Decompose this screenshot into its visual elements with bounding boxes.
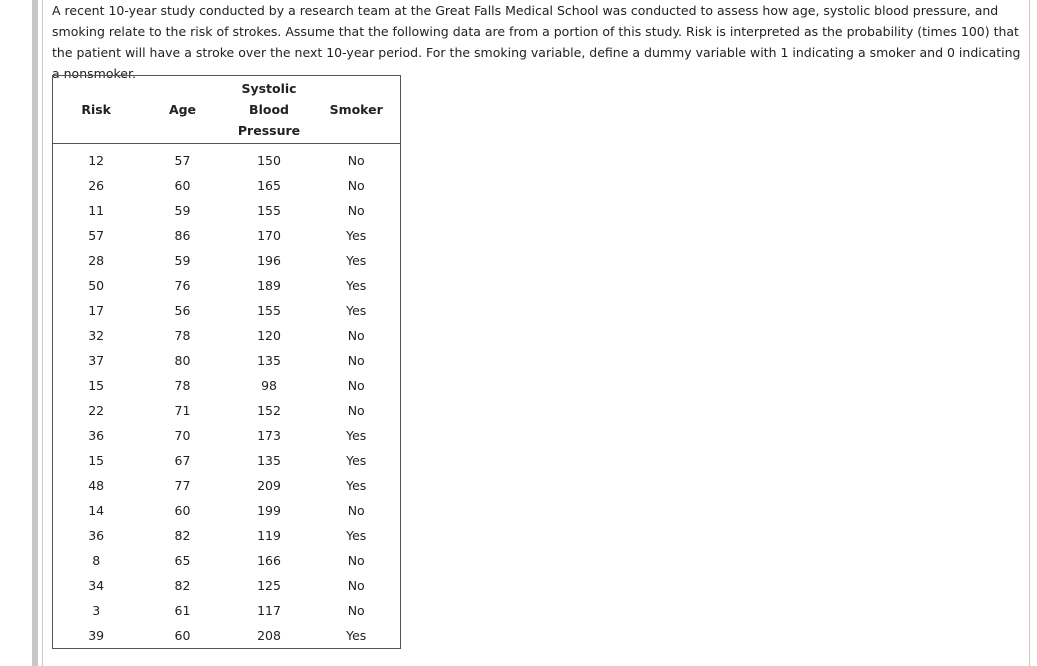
table-row (53, 623, 401, 649)
cell-systolic-blood-pressure: 98 (261, 378, 277, 393)
cell-age: 86 (174, 228, 191, 243)
cell-smoker: Yes (346, 253, 367, 268)
cell-systolic-blood-pressure: 196 (257, 253, 281, 268)
cell-risk: 57 (88, 228, 105, 243)
cell-age: 78 (174, 378, 191, 393)
header-row (53, 76, 401, 144)
cell-risk: 11 (88, 203, 105, 218)
cell-age: 57 (174, 153, 191, 168)
cell-systolic-blood-pressure: 155 (257, 303, 281, 318)
cell-systolic-blood-pressure: 152 (257, 403, 281, 418)
cell-risk: 22 (88, 403, 105, 418)
cell-age: 61 (174, 603, 191, 618)
header-sbp-line3: Pressure (237, 123, 301, 138)
cell-systolic-blood-pressure: 199 (257, 503, 281, 518)
left-border-bar (32, 0, 38, 666)
table-row (53, 573, 401, 598)
table-row (53, 448, 401, 473)
cell-risk: 26 (88, 178, 105, 193)
table-row (53, 223, 401, 248)
cell-smoker: No (347, 403, 365, 418)
table-row (53, 323, 401, 348)
cut-off-next-paragraph (52, 659, 1012, 666)
cell-risk: 15 (88, 453, 105, 468)
header-sbp-line1: Systolic (241, 81, 297, 96)
cell-systolic-blood-pressure: 135 (257, 353, 281, 368)
cell-smoker: No (347, 578, 365, 593)
cell-age: 82 (174, 528, 191, 543)
cell-age: 71 (174, 403, 191, 418)
cell-systolic-blood-pressure: 120 (257, 328, 281, 343)
header-smoker: Smoker (312, 76, 400, 144)
cell-risk: 3 (92, 603, 101, 618)
cell-smoker: Yes (346, 278, 367, 293)
cell-age: 70 (174, 428, 191, 443)
table-row (53, 398, 401, 423)
cell-smoker: Yes (346, 303, 367, 318)
header-sbp-line2: Blood (249, 102, 289, 117)
cell-systolic-blood-pressure: 170 (257, 228, 281, 243)
table-row (53, 523, 401, 548)
cell-risk: 8 (92, 553, 101, 568)
cell-age: 60 (174, 178, 191, 193)
cell-systolic-blood-pressure: 166 (257, 553, 281, 568)
cell-systolic-blood-pressure: 125 (257, 578, 281, 593)
table-row (53, 348, 401, 373)
cell-systolic-blood-pressure: 208 (257, 628, 281, 643)
cell-risk: 36 (88, 528, 105, 543)
cell-smoker: Yes (346, 453, 367, 468)
problem-statement: A recent 10-year study conducted by a research team at the Great Falls Medical School was conducted to assess how age, systolic blood pressure, and smoking relate to the risk of strokes. Assume that the following data are from a portion of this study. Risk is interpreted as the probability (times 100) that the patient will have a stroke over the next 10-year period. For the smoking variable, define a dummy variable with 1 indicating a smoker and 0 indicating a nonsmoker. (52, 3, 1021, 81)
table-row (53, 273, 401, 298)
cell-smoker: No (347, 553, 365, 568)
cell-smoker: No (347, 203, 365, 218)
cell-systolic-blood-pressure: 150 (257, 153, 281, 168)
left-border-line (42, 0, 43, 666)
table-header (53, 76, 401, 144)
cell-smoker: No (347, 603, 365, 618)
cell-smoker: No (347, 328, 365, 343)
cell-systolic-blood-pressure: 135 (257, 453, 281, 468)
table-row (53, 423, 401, 448)
header-systolic-blood-pressure (226, 76, 313, 144)
cell-systolic-blood-pressure: 189 (257, 278, 281, 293)
cell-smoker: No (347, 178, 365, 193)
cell-smoker: No (347, 378, 365, 393)
cell-systolic-blood-pressure: 119 (257, 528, 281, 543)
table-row (53, 373, 401, 398)
cell-age: 65 (174, 553, 191, 568)
stroke-risk-table (52, 75, 401, 649)
table-row (53, 198, 401, 223)
cell-risk: 14 (88, 503, 105, 518)
cell-age: 59 (174, 253, 191, 268)
cell-age: 76 (174, 278, 191, 293)
cell-systolic-blood-pressure: 155 (257, 203, 281, 218)
cell-age: 60 (174, 503, 191, 518)
table-row (53, 548, 401, 573)
cell-risk: 17 (88, 303, 105, 318)
cell-smoker: Yes (346, 478, 367, 493)
cell-smoker: Yes (346, 528, 367, 543)
cell-age: 82 (174, 578, 191, 593)
table-row (53, 598, 401, 623)
cell-risk: 15 (88, 378, 105, 393)
cell-smoker: No (347, 153, 365, 168)
cell-age: 60 (174, 628, 191, 643)
cell-systolic-blood-pressure: 209 (257, 478, 281, 493)
cell-age: 78 (174, 328, 191, 343)
cell-smoker: Yes (346, 428, 367, 443)
cell-risk: 36 (88, 428, 105, 443)
table-row (53, 298, 401, 323)
cell-risk: 32 (88, 328, 105, 343)
cell-risk: 28 (88, 253, 105, 268)
header-risk: Risk (53, 76, 140, 144)
cell-risk: 34 (88, 578, 105, 593)
cell-systolic-blood-pressure: 117 (257, 603, 281, 618)
cell-age: 80 (174, 353, 191, 368)
cell-smoker: Yes (346, 628, 367, 643)
cell-risk: 48 (88, 478, 105, 493)
table-row (53, 173, 401, 198)
cell-smoker: Yes (346, 228, 367, 243)
table-row (53, 473, 401, 498)
cell-systolic-blood-pressure: 173 (257, 428, 281, 443)
table-row (53, 498, 401, 523)
right-border-line (1029, 0, 1030, 666)
cell-risk: 37 (88, 353, 105, 368)
table-body (53, 144, 401, 649)
cell-age: 77 (174, 478, 191, 493)
cell-risk: 39 (88, 628, 105, 643)
table-row (53, 144, 401, 174)
table-row (53, 248, 401, 273)
cell-age: 56 (174, 303, 191, 318)
cell-smoker: No (347, 503, 365, 518)
cell-risk: 50 (88, 278, 105, 293)
cell-age: 59 (174, 203, 191, 218)
cell-risk: 12 (88, 153, 105, 168)
cell-systolic-blood-pressure: 165 (257, 178, 281, 193)
cell-smoker: No (347, 353, 365, 368)
header-age: Age (139, 76, 225, 144)
cell-age: 67 (174, 453, 191, 468)
